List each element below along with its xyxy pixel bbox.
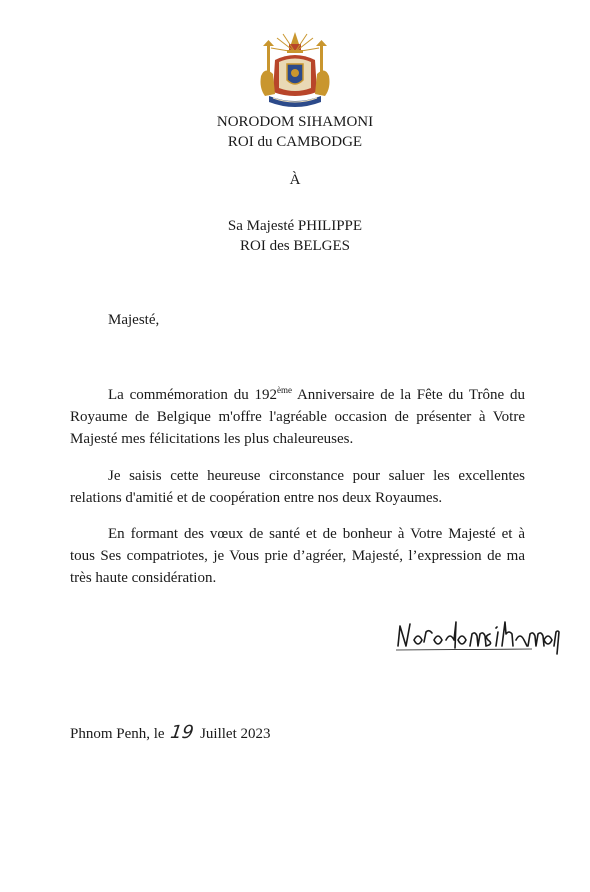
date-day-handwritten: 19 [169, 722, 196, 743]
paragraph-1-rest: Anniversaire de la Fête du Trône du Royaume de Belgique m'offre l'agréable occasion de présenter à Votre Majesté mes félicitations les plus chaleureuses. [70, 387, 525, 447]
sender-title: ROI du CAMBODGE [227, 134, 363, 150]
handwritten-signature [392, 612, 562, 662]
sender-name: NORODOM SIHAMONI [216, 114, 374, 130]
paragraph-1-start: La commémoration du 192 [108, 387, 277, 403]
royal-coat-of-arms-icon [255, 30, 335, 114]
recipient-block [0, 216, 590, 256]
date-month-year: Juillet 2023 [200, 726, 271, 742]
date-place: Phnom Penh, le [70, 726, 165, 742]
recipient-name: Sa Majesté PHILIPPE [227, 218, 363, 234]
addressee-prefix: À [289, 172, 301, 188]
paragraph-1 [70, 384, 525, 450]
paragraph-2: Je saisis cette heureuse circonstance pour saluer les excellentes relations d'amitié et de coopération entre nos deux Royaumes. [70, 468, 525, 506]
sender-block [0, 112, 590, 152]
dateline [70, 722, 271, 743]
recipient-title: ROI des BELGES [240, 238, 350, 254]
salutation: Majesté, [108, 312, 160, 328]
ordinal-superscript: ème [277, 385, 292, 395]
paragraph-3: En formant des vœux de santé et de bonheur à Votre Majesté et à tous Ses compatriotes, je Vous prie d’agréer, Majesté, l’expression de ma très haute considération. [70, 526, 525, 586]
